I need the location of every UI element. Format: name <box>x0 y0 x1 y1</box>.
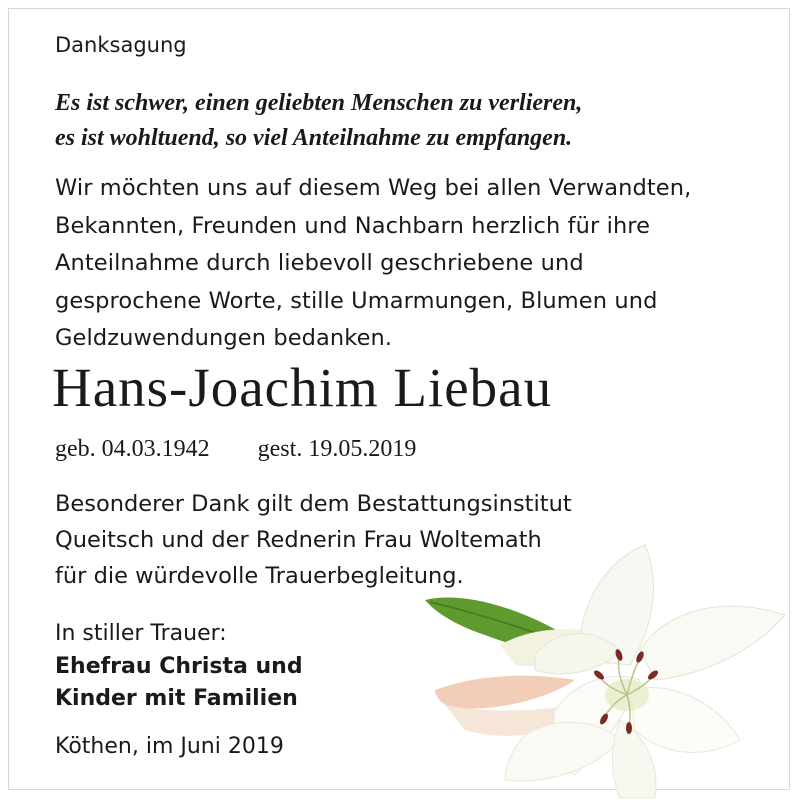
thanks-line: gesprochene Worte, stille Umarmungen, Blumen und <box>55 287 658 314</box>
mourners-block <box>55 618 303 716</box>
special-thanks-line: Queitsch und der Rednerin Frau Woltemath <box>55 527 542 553</box>
life-dates <box>55 436 416 463</box>
mourning-intro: In stiller Trauer: <box>55 621 227 646</box>
thanks-line: Bekannten, Freunden und Nachbarn herzlich für ihre <box>55 212 651 239</box>
death-date: gest. 19.05.2019 <box>257 436 417 462</box>
motto-quote <box>55 86 582 156</box>
place-and-date: Köthen, im Juni 2019 <box>55 734 284 759</box>
motto-line: Es ist schwer, einen geliebten Menschen zu verlieren, <box>55 90 583 116</box>
lily-flower-image <box>405 540 800 800</box>
motto-line: es ist wohltuend, so viel Anteilnahme zu empfangen. <box>55 125 573 151</box>
thanks-line: Wir möchten uns auf diesem Weg bei allen Verwandten, <box>55 175 692 201</box>
lily-petal <box>640 606 785 680</box>
birth-date: geb. 04.03.1942 <box>55 436 210 462</box>
thanks-line: Geldzuwendungen bedanken. <box>55 325 393 351</box>
notice-heading: Danksagung <box>55 33 187 57</box>
lily-bud <box>435 676 575 709</box>
thanks-paragraph <box>55 170 691 358</box>
deceased-name: Hans-Joachim Liebau <box>52 357 553 418</box>
special-thanks-line: Besonderer Dank gilt dem Bestattungsinstitut <box>55 491 572 517</box>
mourner-line: Kinder mit Familien <box>55 686 298 711</box>
thanks-line: Anteilnahme durch liebevoll geschriebene und <box>55 250 584 276</box>
special-thanks-line: für die würdevolle Trauerbegleitung. <box>55 563 464 589</box>
mourner-line: Ehefrau Christa und <box>55 653 303 679</box>
